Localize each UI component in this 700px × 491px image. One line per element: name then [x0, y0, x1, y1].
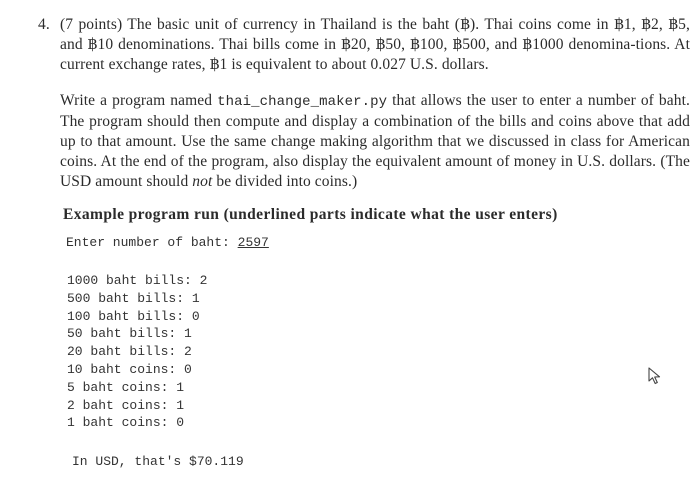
paragraph-2-text-start: Write a program named [60, 92, 218, 109]
user-input-value: 2597 [237, 235, 269, 250]
paragraph-2-text-end: be divided into coins.) [212, 173, 358, 190]
output-line: 50 baht bills: 1 [67, 326, 192, 342]
problem-paragraph-2 [60, 91, 690, 192]
output-line: 2 baht coins: 1 [67, 397, 185, 413]
problem-number: 4. [38, 16, 50, 33]
example-heading: Example program run (underlined parts indicate what the user enters) [63, 206, 558, 223]
output-line: 10 baht coins: 0 [67, 361, 192, 377]
mouse-pointer-icon [646, 366, 664, 386]
input-prompt-line [66, 234, 269, 252]
input-prompt: Enter number of baht: [66, 235, 238, 250]
output-line: 500 baht bills: 1 [67, 290, 200, 306]
output-line: 20 baht bills: 2 [67, 344, 192, 360]
output-line: 5 baht coins: 1 [67, 379, 185, 395]
usd-output-line: In USD, that's $70.119 [72, 454, 244, 469]
output-line: 1 baht coins: 0 [67, 415, 185, 431]
emphasis-not: not [192, 173, 213, 190]
program-output-list [67, 272, 207, 432]
problem-paragraph-1: (7 points) The basic unit of currency in Thailand is the baht (฿). Thai coins come in ฿1, ฿2, ฿5, and ฿10 denominations. Thai bills come in ฿20, ฿50, ฿100, ฿500, and ฿1000 denomina-tions. At current exchange rates, ฿1 is equivalent to about 0.027 U.S. dollars. [60, 16, 690, 73]
output-line: 100 baht bills: 0 [67, 308, 200, 324]
output-line: 1000 baht bills: 2 [67, 273, 208, 288]
program-filename: thai_change_maker.py [217, 94, 388, 110]
paragraph-2-text-middle: that allows the user to enter a number of baht. The program should then compute and display a combination of the bills and coins above that add up to that amount. Use the same change making algorithm that we discussed in class for American coins. At the end of the program, also display the equivalent amount of money in U.S. dollars. (The USD amount should [60, 92, 690, 190]
